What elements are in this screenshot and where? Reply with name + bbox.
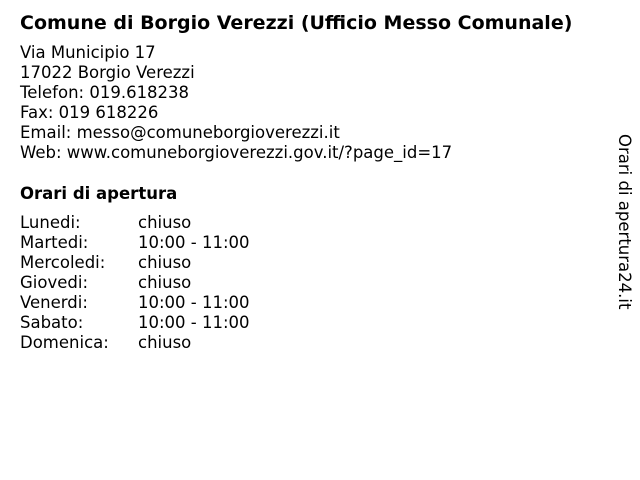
site-watermark: Orari di apertura24.it [615, 134, 634, 310]
day-label: Mercoledi: [20, 253, 106, 272]
day-label: Giovedi: [20, 273, 88, 292]
office-title: Comune di Borgio Verezzi (Ufficio Messo Comunale) [20, 12, 573, 34]
website-address: Web: www.comuneborgioverezzi.gov.it/?page_id=17 [20, 143, 453, 162]
day-hours: 10:00 - 11:00 [138, 233, 250, 252]
day-label: Lunedi: [20, 213, 81, 232]
fax-number: Fax: 019 618226 [20, 103, 159, 122]
hours-row [20, 313, 250, 333]
phone-number: Telefon: 019.618238 [20, 83, 190, 102]
day-label: Domenica: [20, 333, 109, 352]
hours-row [20, 213, 250, 233]
day-hours: chiuso [138, 253, 192, 272]
opening-hours-table [20, 213, 250, 353]
day-hours: chiuso [138, 333, 192, 352]
day-hours: chiuso [138, 273, 192, 292]
day-label: Martedi: [20, 233, 89, 252]
hours-row [20, 253, 250, 273]
hours-row [20, 233, 250, 253]
day-hours: 10:00 - 11:00 [138, 313, 250, 332]
hours-row [20, 273, 250, 293]
hours-heading: Orari di apertura [20, 184, 178, 203]
contact-block [20, 43, 452, 163]
address-street: Via Municipio 17 [20, 43, 156, 62]
day-hours: chiuso [138, 213, 192, 232]
day-label: Venerdi: [20, 293, 88, 312]
email-address: Email: messo@comuneborgioverezzi.it [20, 123, 340, 142]
address-city: 17022 Borgio Verezzi [20, 63, 195, 82]
day-hours: 10:00 - 11:00 [138, 293, 250, 312]
hours-row [20, 333, 250, 353]
day-label: Sabato: [20, 313, 84, 332]
hours-row [20, 293, 250, 313]
